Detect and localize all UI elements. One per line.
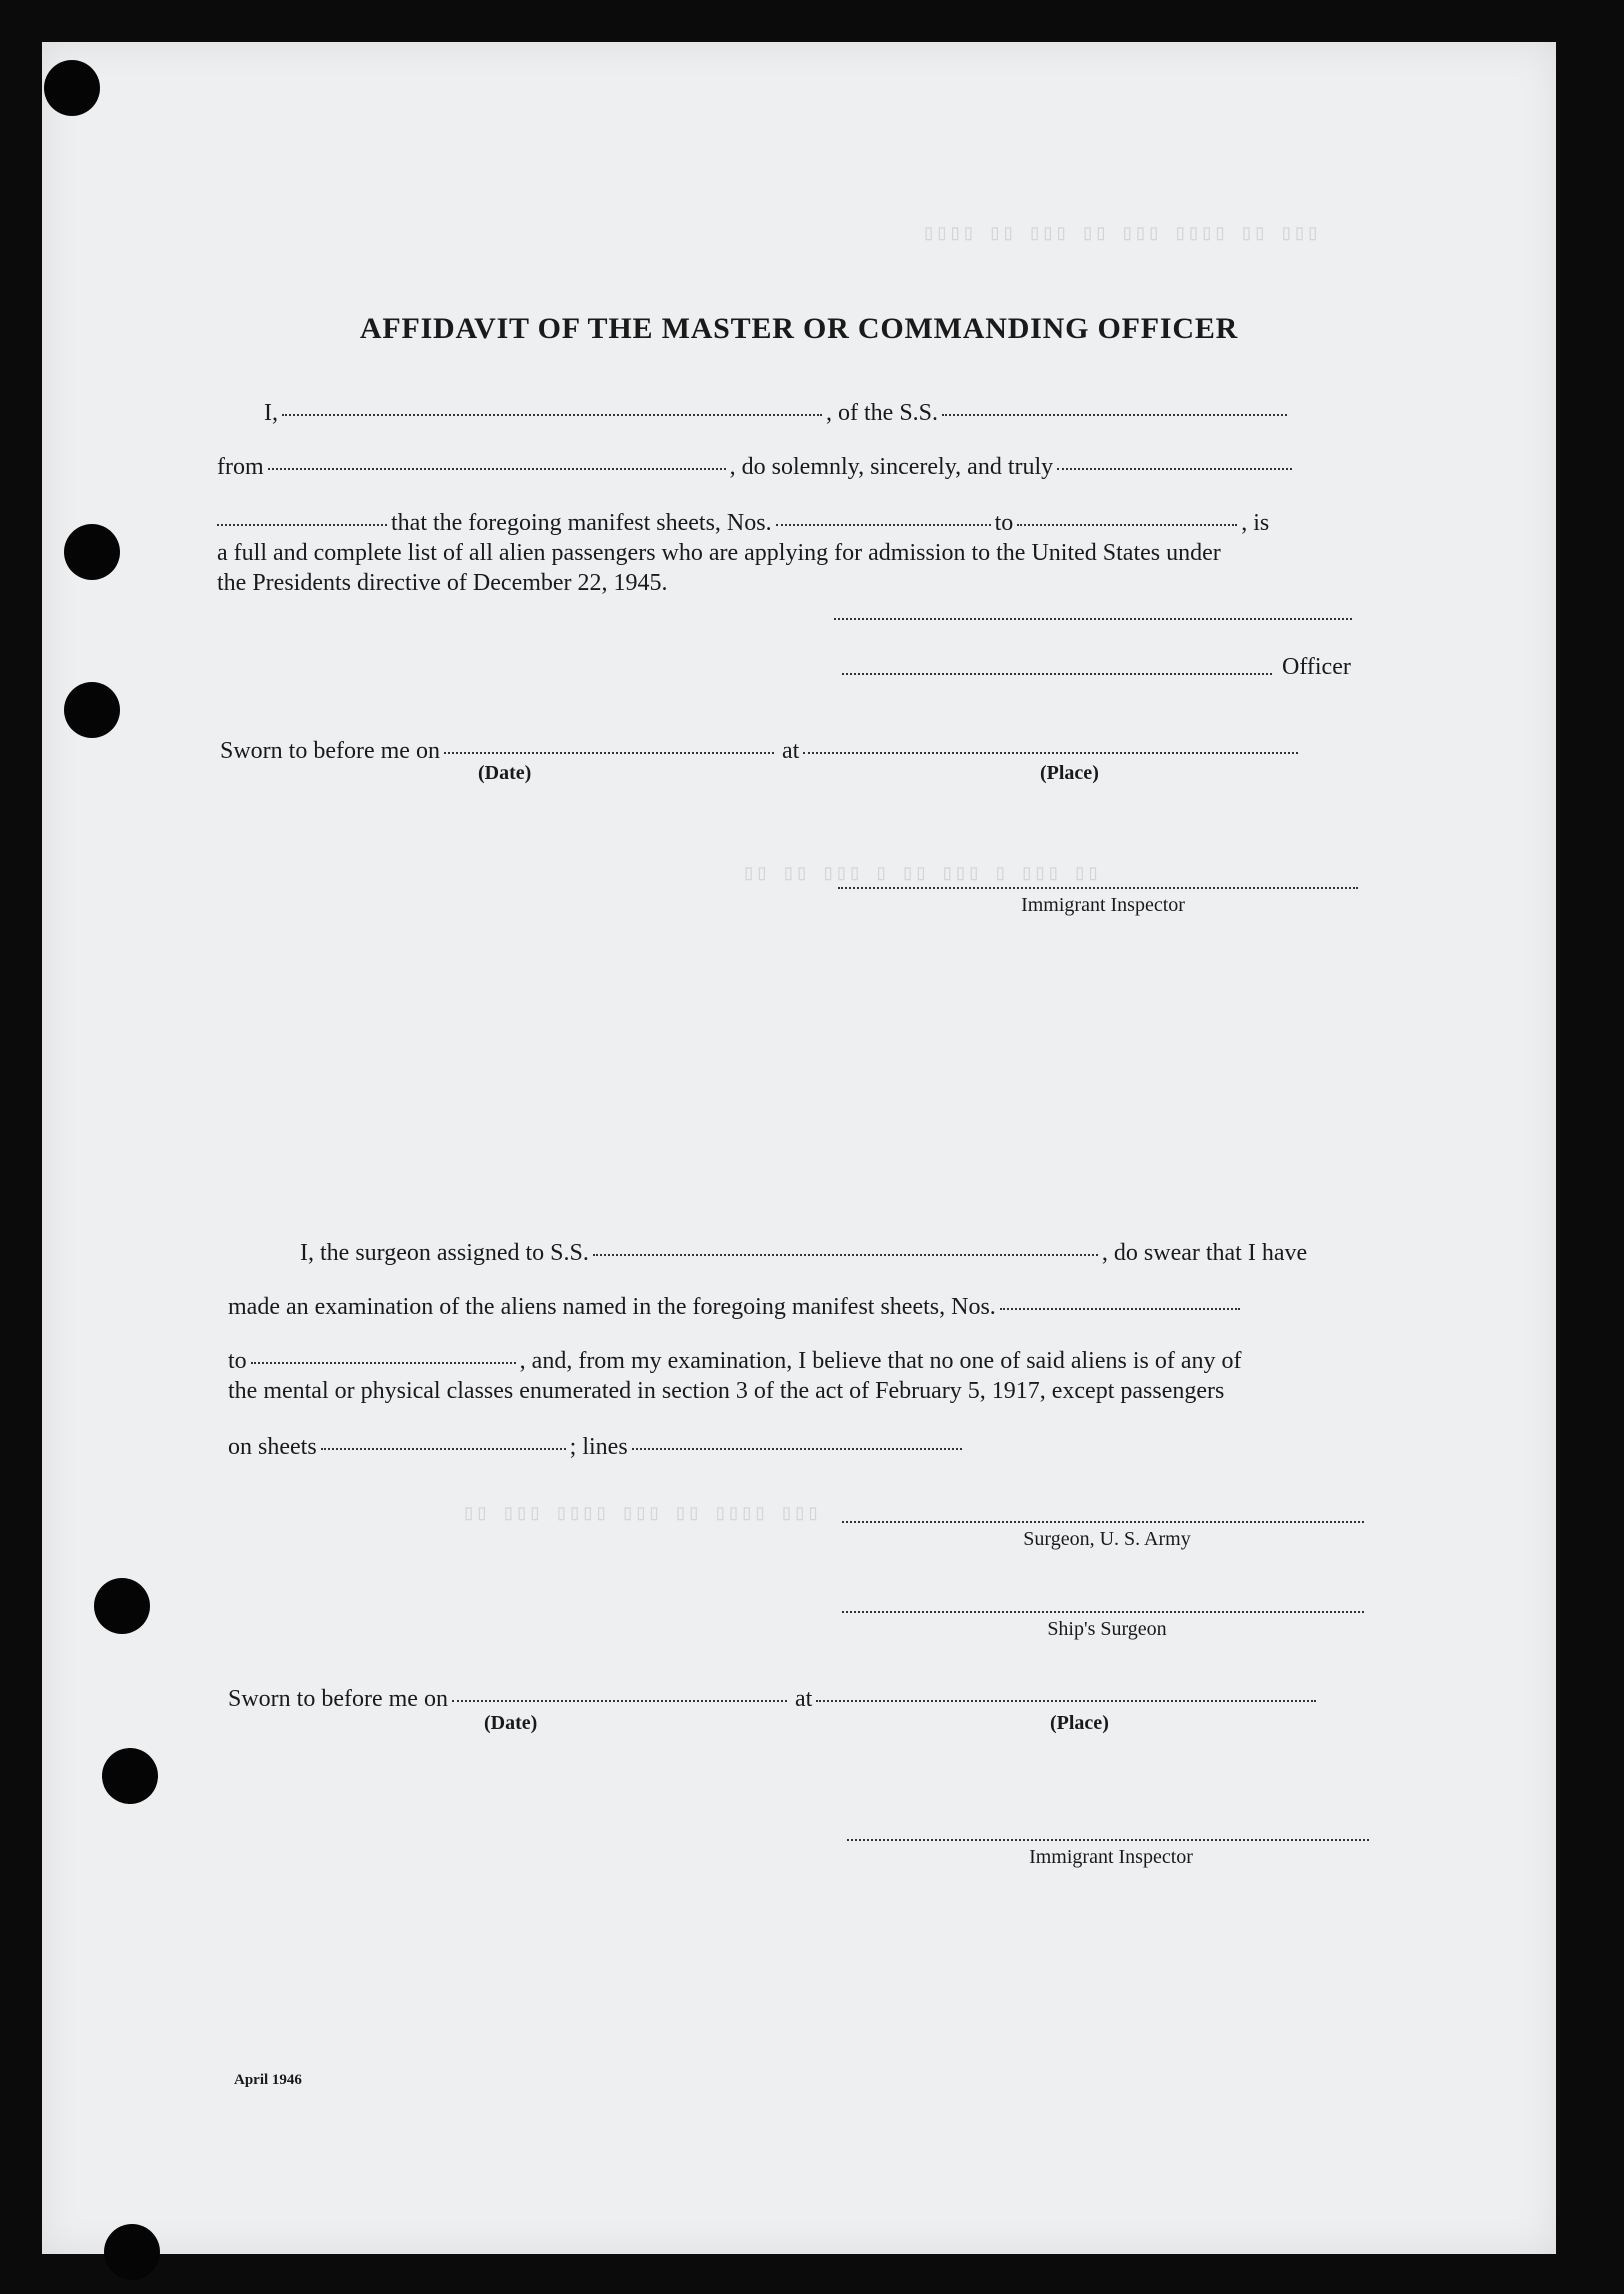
sheets-from-field[interactable] [776, 523, 991, 526]
master-signature-line[interactable] [834, 617, 1352, 620]
punch-hole [104, 2224, 160, 2280]
bleed-through-column: ▯▯ ▯▯▯ ▯ ▯▯▯ ▯▯ ▯ ▯▯▯ ▯▯ ▯▯ [742, 862, 1100, 887]
punch-hole [44, 60, 100, 116]
punch-hole [64, 682, 120, 738]
surgeon-sworn-line: Sworn to before me on at [228, 1686, 1408, 1713]
name-field[interactable] [282, 413, 822, 416]
master-sworn-line: Sworn to before me on at [220, 738, 1400, 765]
ship-surgeon-caption: Ship's Surgeon [1047, 1618, 1167, 1640]
except-sheets-field[interactable] [321, 1447, 566, 1450]
sheets-to-field[interactable] [1017, 523, 1237, 526]
ship-field[interactable] [942, 413, 1287, 416]
master-line-4: a full and complete list of all alien passengers who are applying for admission to the United States under [217, 540, 1221, 566]
oath-field[interactable] [1057, 467, 1292, 470]
surgeon-line-2: made an examination of the aliens named in the foregoing manifest sheets, Nos. [228, 1294, 1408, 1321]
surgeon-line-4: the mental or physical classes enumerated in section 3 of the act of February 5, 1917, except passengers [228, 1378, 1225, 1404]
master-line-3: that the foregoing manifest sheets, Nos. to , is [217, 510, 1397, 537]
officer-signature-line[interactable] [842, 672, 1272, 675]
surgeon-sworn-place-field[interactable] [816, 1699, 1316, 1702]
sworn-date-field[interactable] [444, 751, 774, 754]
document-page [42, 42, 1556, 2254]
document-title: AFFIDAVIT OF THE MASTER OR COMMANDING OFFICER [359, 312, 1239, 345]
surgeon-sheets-to-field[interactable] [251, 1361, 516, 1364]
master-line-2: from , do solemnly, sincerely, and truly [217, 454, 1397, 481]
surgeon-inspector-signature-line[interactable] [847, 1838, 1369, 1841]
surgeon-sheets-from-field[interactable] [1000, 1307, 1240, 1310]
bleed-through-column: ▯▯▯ ▯▯ ▯▯▯▯ ▯▯▯ ▯▯ ▯▯▯ ▯▯ ▯▯▯▯ [922, 222, 1320, 247]
army-surgeon-signature-line[interactable] [842, 1520, 1364, 1523]
army-surgeon-caption: Surgeon, U. S. Army [1023, 1528, 1191, 1550]
inspector-caption: Immigrant Inspector [1021, 894, 1185, 916]
inspector-signature-line[interactable] [838, 886, 1358, 889]
surgeon-line-3: to , and, from my examination, I believe that no one of said aliens is of any of [228, 1348, 1242, 1374]
date-caption: (Date) [478, 762, 532, 784]
ship-surgeon-signature-line[interactable] [842, 1610, 1364, 1613]
punch-hole [94, 1578, 150, 1634]
place-caption: (Place) [1040, 762, 1099, 784]
sworn-place-field[interactable] [803, 751, 1298, 754]
bleed-through-column: ▯▯▯ ▯▯▯▯ ▯▯ ▯▯▯ ▯▯▯▯ ▯▯▯ ▯▯ [462, 1502, 820, 1527]
punch-hole [64, 524, 120, 580]
from-field[interactable] [268, 467, 726, 470]
master-line-1: I, , of the S.S. [264, 400, 1394, 427]
surgeon-inspector-caption: Immigrant Inspector [1029, 1846, 1193, 1868]
surgeon-ship-field[interactable] [593, 1253, 1098, 1256]
punch-hole [102, 1748, 158, 1804]
except-lines-field[interactable] [632, 1447, 962, 1450]
master-line-5: the Presidents directive of December 22, 1945. [217, 570, 668, 596]
footer-date: April 1946 [234, 2072, 302, 2088]
oath-continued-field[interactable] [217, 523, 387, 526]
surgeon-line-5: on sheets ; lines [228, 1434, 1128, 1461]
surgeon-line-1: I, the surgeon assigned to S.S. , do swear that I have [300, 1240, 1308, 1266]
surgeon-place-caption: (Place) [1050, 1712, 1109, 1734]
surgeon-sworn-date-field[interactable] [452, 1699, 787, 1702]
officer-label: Officer [1282, 654, 1351, 680]
surgeon-date-caption: (Date) [484, 1712, 538, 1734]
